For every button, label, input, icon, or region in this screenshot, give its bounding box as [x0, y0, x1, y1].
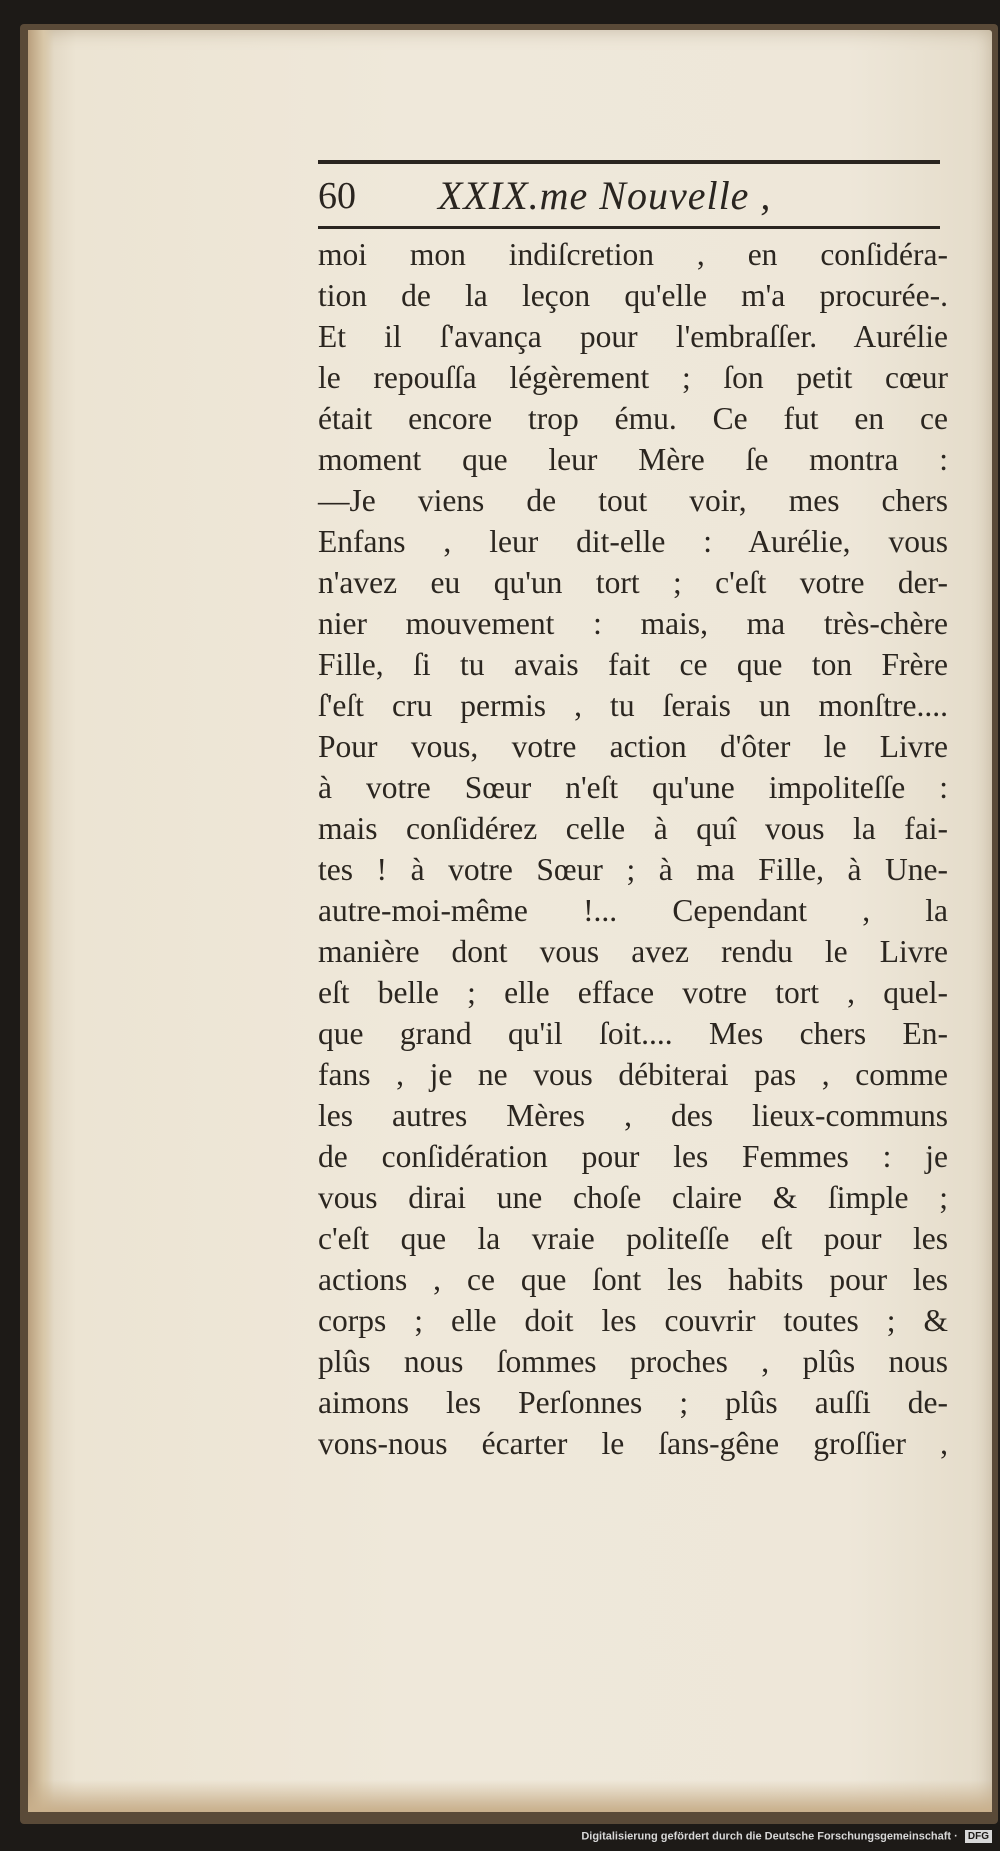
running-head — [318, 164, 940, 222]
text-line: aimons les Perſonnes ; plûs auſſi de- — [318, 1385, 948, 1420]
text-line: vous dirai une choſe claire & ſimple ; — [318, 1180, 948, 1215]
text-line: corps ; elle doit les couvrir toutes ; & — [318, 1303, 948, 1338]
text-line: autre-moi-même !... Cependant , la — [318, 893, 948, 928]
text-line: manière dont vous avez rendu le Livre — [318, 934, 948, 969]
running-title: XXIX.me Nouvelle , — [438, 173, 772, 218]
text-line: vons-nous écarter le ſans-gêne groſſier , — [318, 1426, 948, 1461]
text-line: ſ'eſt cru permis , tu ſerais un monſtre.... — [318, 688, 948, 723]
text-line: était encore trop ému. Ce fut en ce — [318, 401, 948, 436]
text-line: Enfans , leur dit-elle : Aurélie, vous — [318, 524, 948, 559]
text-line: que grand qu'il ſoit.... Mes chers En- — [318, 1016, 948, 1051]
text-line: tion de la leçon qu'elle m'a procurée-. — [318, 278, 948, 313]
page-number: 60 — [318, 175, 356, 217]
text-line: c'eſt que la vraie politeſſe eſt pour les — [318, 1221, 948, 1256]
text-line: de conſidération pour les Femmes : je — [318, 1139, 948, 1174]
text-line: n'avez eu qu'un tort ; c'eſt votre der- — [318, 565, 948, 600]
text-line: —Je viens de tout voir, mes chers — [318, 483, 948, 518]
text-line: les autres Mères , des lieux-communs — [318, 1098, 948, 1133]
text-line: Pour vous, votre action d'ôter le Livre — [318, 729, 948, 764]
text-line: mais conſidérez celle à quî vous la fai- — [318, 811, 948, 846]
page-bottom-edge — [28, 1780, 992, 1812]
text-line: Et il ſ'avança pour l'embraſſer. Aurélie — [318, 319, 948, 354]
page-gutter-shading — [28, 30, 54, 1812]
digitization-credit — [581, 1830, 992, 1843]
text-line: le repouſſa légèrement ; ſon petit cœur — [318, 360, 948, 395]
text-line: moi mon indiſcretion , en conſidéra- — [318, 237, 948, 272]
header-rule-bottom — [318, 226, 940, 229]
text-line: eſt belle ; elle efface votre tort , quel- — [318, 975, 948, 1010]
text-line: actions , ce que ſont les habits pour les — [318, 1262, 948, 1297]
credit-text: Digitalisierung gefördert durch die Deutsche Forschungsgemeinschaft · — [581, 1830, 958, 1843]
text-line: moment que leur Mère ſe montra : — [318, 442, 948, 477]
text-line: à votre Sœur n'eſt qu'une impoliteſſe : — [318, 770, 948, 805]
text-line: nier mouvement : mais, ma très-chère — [318, 606, 948, 641]
text-line: fans , je ne vous débiterai pas , comme — [318, 1057, 948, 1092]
dfg-logo: DFG — [965, 1830, 992, 1843]
text-line: tes ! à votre Sœur ; à ma Fille, à Une- — [318, 852, 948, 887]
body-text — [318, 234, 948, 1464]
text-line: plûs nous ſommes proches , plûs nous — [318, 1344, 948, 1379]
text-line: Fille, ſi tu avais fait ce que ton Frère — [318, 647, 948, 682]
